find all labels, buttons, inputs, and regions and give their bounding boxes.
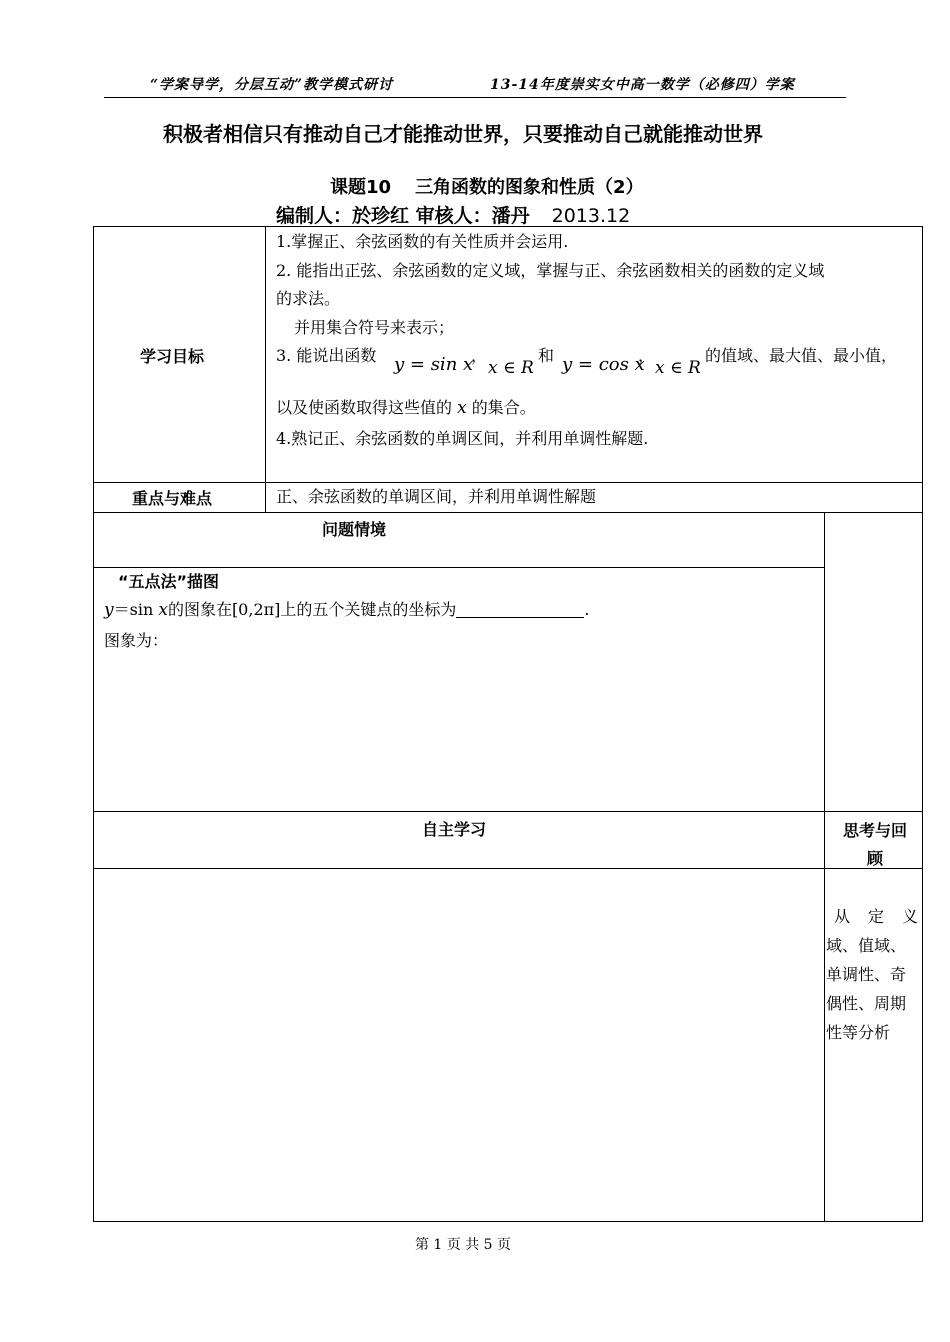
context-header-divider — [93, 567, 824, 568]
domain-1: x ∈ R — [488, 358, 534, 378]
objective-2-cont: 的求法。 — [276, 289, 341, 308]
review-note — [826, 902, 918, 1047]
objective-3-cont — [276, 394, 536, 422]
var-y: y — [104, 600, 114, 620]
lesson-number: 课题10 — [330, 177, 392, 198]
editor-names: 编制人：於珍红 审核人：潘丹 — [276, 205, 530, 227]
review-note-line-3: 单调性、奇 — [826, 965, 907, 984]
motto: 积极者相信只有推动自己才能推动世界，只要推动自己就能推动世界 — [163, 122, 763, 146]
lesson-editors — [276, 201, 630, 228]
selfstudy-divider — [93, 811, 923, 812]
lesson-topic: 三角函数的图象和性质（2） — [415, 177, 644, 198]
objective-1: 1.掌握正、余弦函数的有关性质并会运用. — [276, 232, 569, 251]
selfstudy-header-divider — [93, 868, 923, 869]
eq-sin: ＝sin — [113, 600, 159, 619]
context-label: 问题情境 — [322, 520, 387, 539]
selfstudy-label: 自主学习 — [422, 820, 487, 839]
objective-2-note: 并用集合符号来表示； — [294, 318, 455, 337]
header-left: “学案导学，分层互动”教学模式研讨 — [150, 77, 394, 93]
page-footer: 第 1 页 共 5 页 — [414, 1237, 512, 1253]
review-note-line-4: 偶性、周期 — [826, 994, 907, 1013]
var-x: x — [457, 398, 467, 418]
five-point-heading: “五点法”描图 — [118, 572, 220, 591]
lesson-title — [330, 173, 644, 199]
graph-label: 图象为： — [104, 631, 169, 650]
review-char-2: 定 — [867, 907, 884, 926]
review-note-line-5: 性等分析 — [826, 1023, 891, 1042]
keypoints-text: 正、余弦函数的单调区间，并利用单调性解题 — [276, 487, 597, 506]
review-note-line-2: 域、值域、 — [826, 936, 907, 955]
var-x-2: x — [158, 600, 168, 620]
side-column-divider — [824, 512, 825, 1222]
objective-4: 4.熟记正、余弦函数的单调区间，并利用单调性解题. — [276, 429, 649, 448]
review-char-3: 义 — [901, 907, 918, 926]
domain-2: x ∈ R — [655, 358, 701, 378]
review-note-line-1 — [826, 902, 918, 931]
objective-3-suffix: 的值域、最大值、最小值， — [705, 346, 898, 365]
objective-2: 2. 能指出正弦、余弦函数的定义域，掌握与正、余弦函数相关的函数的定义域 — [276, 261, 825, 280]
question-end: . — [584, 600, 590, 619]
five-point-question — [104, 596, 589, 624]
header-right: 13-14年度崇实女中高一数学（必修四）学案 — [490, 77, 795, 93]
review-char-1: 从 — [834, 907, 851, 926]
formula-cos: y = cos x — [562, 354, 645, 375]
header-rule — [104, 97, 846, 98]
objective-3-cont-suffix: 的集合。 — [471, 398, 536, 417]
comma-2: ， — [638, 346, 655, 365]
comma-1: ， — [471, 346, 488, 365]
objective-3 — [276, 342, 376, 369]
review-label: 思考与回顾 — [842, 821, 907, 868]
objectives-label: 学习目标 — [140, 347, 205, 366]
question-text: 的图象在[0,2π]上的五个关键点的坐标为 — [167, 600, 457, 619]
objectives-divider — [265, 226, 266, 513]
lesson-date: 2013.12 — [551, 205, 631, 227]
objective-3-cont-prefix: 以及使函数取得这些值的 — [276, 398, 453, 417]
formula-sin: y = sin x — [394, 354, 474, 375]
answer-blank[interactable] — [456, 599, 584, 618]
and-text: 和 — [538, 346, 555, 365]
keypoints-label: 重点与难点 — [132, 489, 213, 508]
objective-3-prefix: 3. 能说出函数 — [276, 346, 377, 365]
